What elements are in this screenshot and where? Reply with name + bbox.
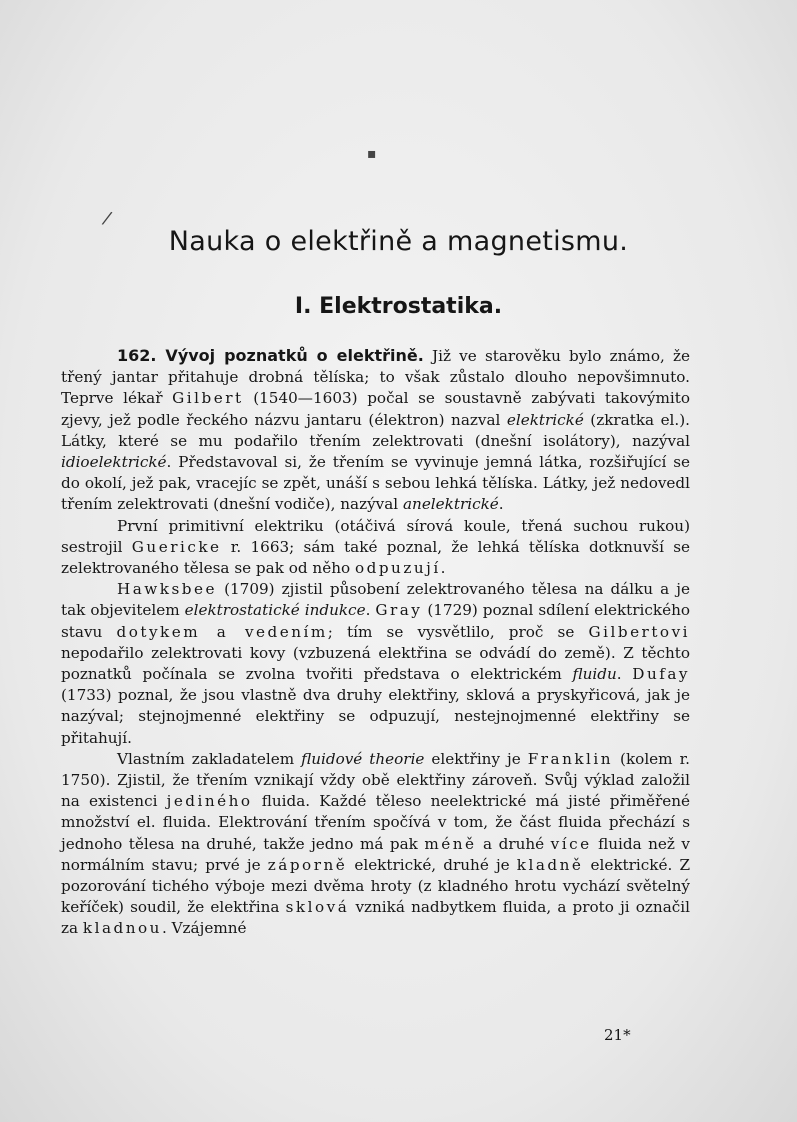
term-kladne: kladně (516, 855, 584, 874)
term-indukce: elektrostatické indukce (184, 601, 366, 620)
paragraph-1 (61, 345, 690, 516)
body-text (61, 345, 690, 940)
name-guericke: Guericke (131, 537, 222, 556)
signature-mark: 21* (604, 1026, 631, 1044)
term-idioelektricke: idioelektrické (61, 453, 167, 472)
text-run: (1709) zjistil působení zelektrovaného tělesa na dálku a je tak objevitelem (61, 580, 690, 620)
name-gilbertovi: Gilbertovi (588, 622, 691, 641)
speck-mark: ▪ (367, 146, 377, 162)
text-run: Již ve starověku bylo známo, že třený jantar přitahuje drobná tělíska; to však zůstalo dlouho nepovšimnuto. Teprve lékař (61, 347, 690, 408)
name-hawksbee: Hawksbee (117, 580, 217, 599)
text-run: První primitivní elektriku (otáčivá sírová koule, třená suchou rukou) sestrojil (61, 516, 690, 556)
term-vice: více (550, 834, 592, 853)
chapter-subtitle: I. Elektrostatika. (294, 294, 503, 319)
text-run: r. 1663; sám také poznal, že lehká tělíska dotknuvší se zelektrovaného tělesa se pak od něho (61, 537, 690, 578)
text-run: . (365, 601, 376, 620)
text-run: (1540—1603) počal se soustavně zabývati takovýmito zjevy, jež podle řeckého názvu jantaru (élektron) nazval (61, 389, 691, 429)
text-run: Vlastním zakladatelem (117, 749, 302, 768)
name-franklin: Franklin (527, 749, 614, 768)
paragraph-3 (61, 579, 690, 749)
text-run: (kolem r. 1750). Zjistil, že třením vznikají vždy obě elektřiny zároveň. Svůj výklad založil na existenci (61, 749, 690, 811)
text-run: elektřiny je (424, 749, 528, 768)
text-run: . (498, 495, 504, 514)
text-run: a druhé (476, 834, 551, 853)
term-kladnou: kladnou (82, 919, 162, 938)
text-run: . (616, 665, 633, 684)
term-anelektricke: anelektrické (402, 495, 499, 514)
text-run: . Vzájemné (161, 919, 247, 938)
term-sklova: sklová (285, 898, 350, 917)
section-heading: 162. Vývoj poznatků o elektřině. (117, 346, 424, 365)
term-theorie: fluidové theorie (301, 749, 425, 768)
term-odpuzuji: odpuzují (354, 559, 441, 578)
text-run: elektrické. Z pozorování tichého výboje mezi dvěma hroty (z kladného hrotu vychází světelný keříček) soudil, že elektřina (61, 855, 690, 917)
text-run: . Představoval si, že třením se vyvinuje jemná látka, rozšiřující se do okolí, jež pak, vracejíc se zpět, unáší s sebou lehká tělíska. Látky, jež nedovedl třením zelektrovati (dnešní vodiče), nazýval (61, 453, 690, 514)
text-run: (1729) poznal sdílení elektrického stavu (61, 601, 691, 641)
text-run: fluida než v normálním stavu; prvé je (61, 834, 690, 874)
text-run: (1733) poznal, že jsou vlastně dva druhy elektřiny, sklová a pryskyřicová, jak je nazýval; stejnojmenné elektřiny se odpuzují, nestejnojmenné elektřiny se přitahují. (61, 686, 690, 747)
term-zaporne: záporně (267, 855, 348, 874)
text-run: nepodařilo zelektrovati kovy (vzbuzená elektřina se odvádí do země). Z těchto poznatků počínala se zvolna tvořiti představa o elektrickém (61, 643, 690, 684)
name-gray: Gray (375, 601, 423, 620)
text-run: . (440, 559, 446, 578)
name-dufay: Dufay (632, 665, 691, 684)
paragraph-4 (61, 749, 690, 940)
term-fluidu: fluidu (572, 665, 617, 684)
text-run: ; tím se vysvětlilo, proč se (327, 622, 589, 641)
scratch-mark: / (100, 207, 114, 230)
text-run: vzniká nadbytkem fluida, a proto ji označil za (61, 898, 690, 938)
text-run: elektrické, druhé je (347, 855, 517, 874)
name-gilbert: Gilbert (172, 389, 244, 408)
paragraph-2 (61, 516, 690, 580)
term-dotykem: dotykem a vedením (116, 622, 328, 641)
text-run: fluida. Každé těleso neelektrické má jisté přiměřené množství el. fluida. Elektrování třením spočívá v tom, že část fluida přechází s jednoho tělesa na druhé, takže jedno má pak (61, 792, 690, 853)
text-run: (zkratka el.). Látky, které se mu podařilo třením zelektrovati (dnešní isolátory), nazýval (61, 410, 690, 450)
page-title: Nauka o elektřině a magnetismu. (168, 226, 629, 257)
term-jedineho: jediného (166, 792, 253, 811)
term-elektricke: elektrické (506, 410, 584, 429)
term-mene: méně (424, 834, 477, 853)
